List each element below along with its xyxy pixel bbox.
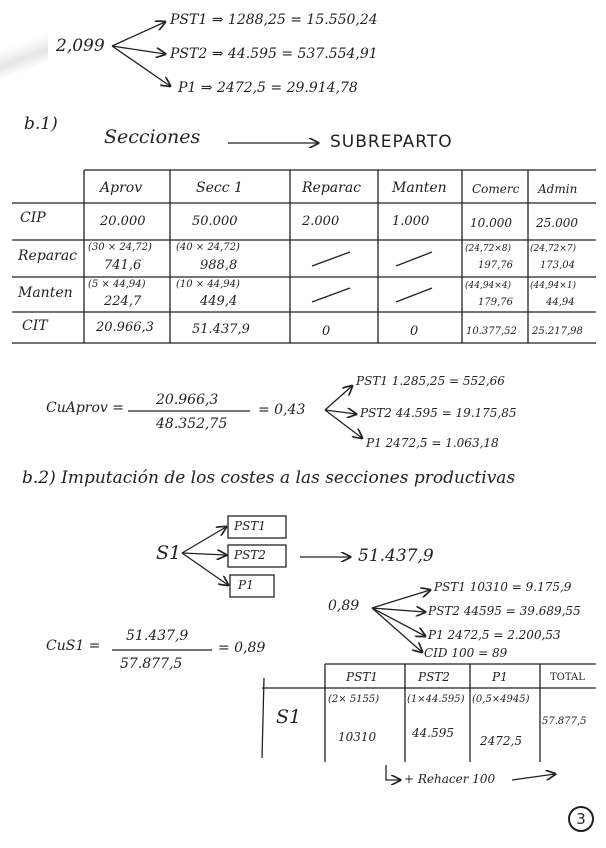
- cell-cit-aprov: 20.966,3: [96, 320, 154, 335]
- col-header-aprov: Aprov: [100, 180, 143, 196]
- top-row-1-expr: 1288,25 = 15.550,24: [227, 12, 378, 28]
- secciones-label: Secciones: [104, 126, 201, 148]
- cu-aprov-branch-2-expr: 44.595 = 19.175,85: [395, 406, 517, 420]
- cu-aprov-result: = 0,43: [258, 402, 306, 418]
- top-row-3-label: P1: [178, 80, 197, 96]
- col-header-comerc: Comerc: [472, 182, 520, 196]
- s1-branch-4-expr: 100 = 89: [451, 646, 508, 660]
- s1-label: S1: [156, 542, 182, 564]
- subreparto-label: SUBREPARTO: [330, 132, 453, 152]
- s1-total: 51.437,9: [358, 546, 434, 566]
- cell-reparac-comerc-formula: (24,72×8): [465, 244, 512, 254]
- top-row-2: PST2 ⇒ 44.595 = 537.554,91: [170, 46, 378, 62]
- cell-reparac-admin-value: 173,04: [540, 260, 575, 271]
- col-header-secc1: Secc 1: [196, 180, 243, 196]
- cu-aprov-denominator: 48.352,75: [156, 416, 228, 432]
- cu-aprov-label: CuAprov =: [46, 400, 125, 416]
- s1-branch-1: [434, 580, 571, 594]
- row-label-reparac: Reparac: [18, 248, 78, 264]
- col-header-reparac: Reparac: [302, 180, 362, 196]
- s1-table-value-pst2: 44.595: [412, 726, 454, 740]
- cell-reparac-aprov-value: 741,6: [104, 258, 142, 273]
- s1-branch-3: [428, 628, 561, 642]
- cu-aprov-branch-3-label: P1: [366, 436, 382, 450]
- cell-reparac-comerc-value: 197,76: [478, 260, 513, 271]
- s1-table-row-label: S1: [276, 706, 302, 728]
- cell-cip-secc1: 50.000: [192, 214, 238, 229]
- cu-aprov-branch-1-label: PST1: [356, 374, 388, 388]
- cu-s1-numerator: 51.437,9: [126, 628, 189, 644]
- page-number: 3: [568, 806, 594, 832]
- cell-manten-admin-value: 44,94: [546, 297, 575, 308]
- s1-table-total: 57.877,5: [542, 716, 587, 727]
- cell-manten-aprov-formula: (5 × 44,94): [88, 279, 146, 290]
- cell-cip-admin: 25.000: [536, 216, 578, 230]
- cell-manten-secc1-formula: (10 × 44,94): [176, 279, 240, 290]
- top-row-2-expr: 44.595 = 537.554,91: [227, 46, 378, 62]
- s1-branch-4-label: CID: [424, 646, 448, 660]
- s1-box-p1: P1: [238, 578, 254, 592]
- cu-aprov-branch-2: [360, 406, 517, 420]
- s1-box-pst2: PST2: [234, 548, 266, 562]
- col-header-admin: Admin: [538, 182, 578, 196]
- cell-manten-aprov-value: 224,7: [104, 294, 142, 309]
- cell-manten-comerc-formula: (44,94×4): [465, 281, 512, 291]
- cell-cit-manten: 0: [410, 324, 419, 339]
- cell-reparac-secc1-formula: (40 × 24,72): [176, 242, 240, 253]
- cell-reparac-aprov-formula: (30 × 24,72): [88, 242, 152, 253]
- s1-branch-4: [424, 646, 507, 660]
- rehacer-note: + Rehacer 100: [404, 772, 496, 786]
- cell-reparac-admin-formula: (24,72×7): [530, 244, 577, 254]
- s1-branch-3-label: P1: [428, 628, 444, 642]
- cell-manten-admin-formula: (44,94×1): [530, 281, 577, 291]
- top-row-2-label: PST2: [170, 46, 208, 62]
- start-value: 2,099: [56, 36, 105, 56]
- cell-cit-reparac: 0: [322, 324, 331, 339]
- s1-branch-2: [428, 604, 581, 618]
- cu-aprov-branch-1: [356, 374, 505, 388]
- top-row-1: PST1 ⇒ 1288,25 = 15.550,24: [170, 12, 378, 28]
- heading-b1: b.1): [24, 114, 58, 134]
- cu-aprov-branch-3-expr: 2472,5 = 1.063,18: [385, 436, 499, 450]
- s1-box-pst1: PST1: [234, 519, 266, 533]
- col-header-manten: Manten: [392, 180, 447, 196]
- cell-cit-comerc: 10.377,52: [466, 326, 517, 337]
- cell-manten-secc1-value: 449,4: [200, 294, 238, 309]
- row-label-cit: CIT: [22, 318, 48, 334]
- cell-manten-comerc-value: 179,76: [478, 297, 513, 308]
- s1-branch-2-label: PST2: [428, 604, 460, 618]
- cu-s1-denominator: 57.877,5: [120, 656, 183, 672]
- s1-table-value-pst1: 10310: [338, 730, 377, 744]
- cell-cip-comerc: 10.000: [470, 216, 512, 230]
- cell-cip-aprov: 20.000: [100, 214, 146, 229]
- row-label-manten: Manten: [18, 285, 73, 301]
- cell-cit-admin: 25.217,98: [532, 326, 583, 337]
- s1-branch-3-expr: 2472,5 = 2.200,53: [447, 628, 561, 642]
- cu-s1-result: = 0,89: [218, 640, 266, 656]
- cell-cip-manten: 1.000: [392, 214, 430, 229]
- cu-aprov-numerator: 20.966,3: [156, 392, 219, 408]
- factor-value: 0,89: [328, 598, 360, 614]
- s1-table-value-p1: 2472,5: [480, 734, 522, 748]
- s1-branch-2-expr: 44595 = 39.689,55: [463, 604, 581, 618]
- cu-aprov-branch-1-expr: 1.285,25 = 552,66: [391, 374, 505, 388]
- s1-table-formula-pst2: (1×44.595): [407, 694, 465, 705]
- top-row-3-expr: 2472,5 = 29.914,78: [216, 80, 358, 96]
- s1-table-formula-p1: (0,5×4945): [472, 694, 530, 705]
- top-row-3: P1 ⇒ 2472,5 = 29.914,78: [178, 80, 358, 96]
- cell-cit-secc1: 51.437,9: [192, 322, 250, 337]
- s1-table-header-pst1: PST1: [346, 670, 378, 684]
- cu-aprov-branch-2-label: PST2: [360, 406, 392, 420]
- s1-branch-1-expr: 10310 = 9.175,9: [469, 580, 572, 594]
- top-row-1-label: PST1: [170, 12, 208, 28]
- s1-table-header-p1: P1: [492, 670, 508, 684]
- row-label-cip: CIP: [20, 210, 46, 226]
- s1-table-header-pst2: PST2: [418, 670, 450, 684]
- cell-cip-reparac: 2.000: [302, 214, 340, 229]
- cu-s1-label: CuS1 =: [46, 638, 101, 654]
- s1-table-formula-pst1: (2× 5155): [328, 694, 380, 705]
- cu-aprov-branch-3: [366, 436, 499, 450]
- s1-table-header-total: TOTAL: [550, 672, 585, 683]
- cell-reparac-secc1-value: 988,8: [200, 258, 238, 273]
- s1-branch-1-label: PST1: [434, 580, 466, 594]
- heading-b2: b.2) Imputación de los costes a las secciones productivas: [22, 468, 516, 488]
